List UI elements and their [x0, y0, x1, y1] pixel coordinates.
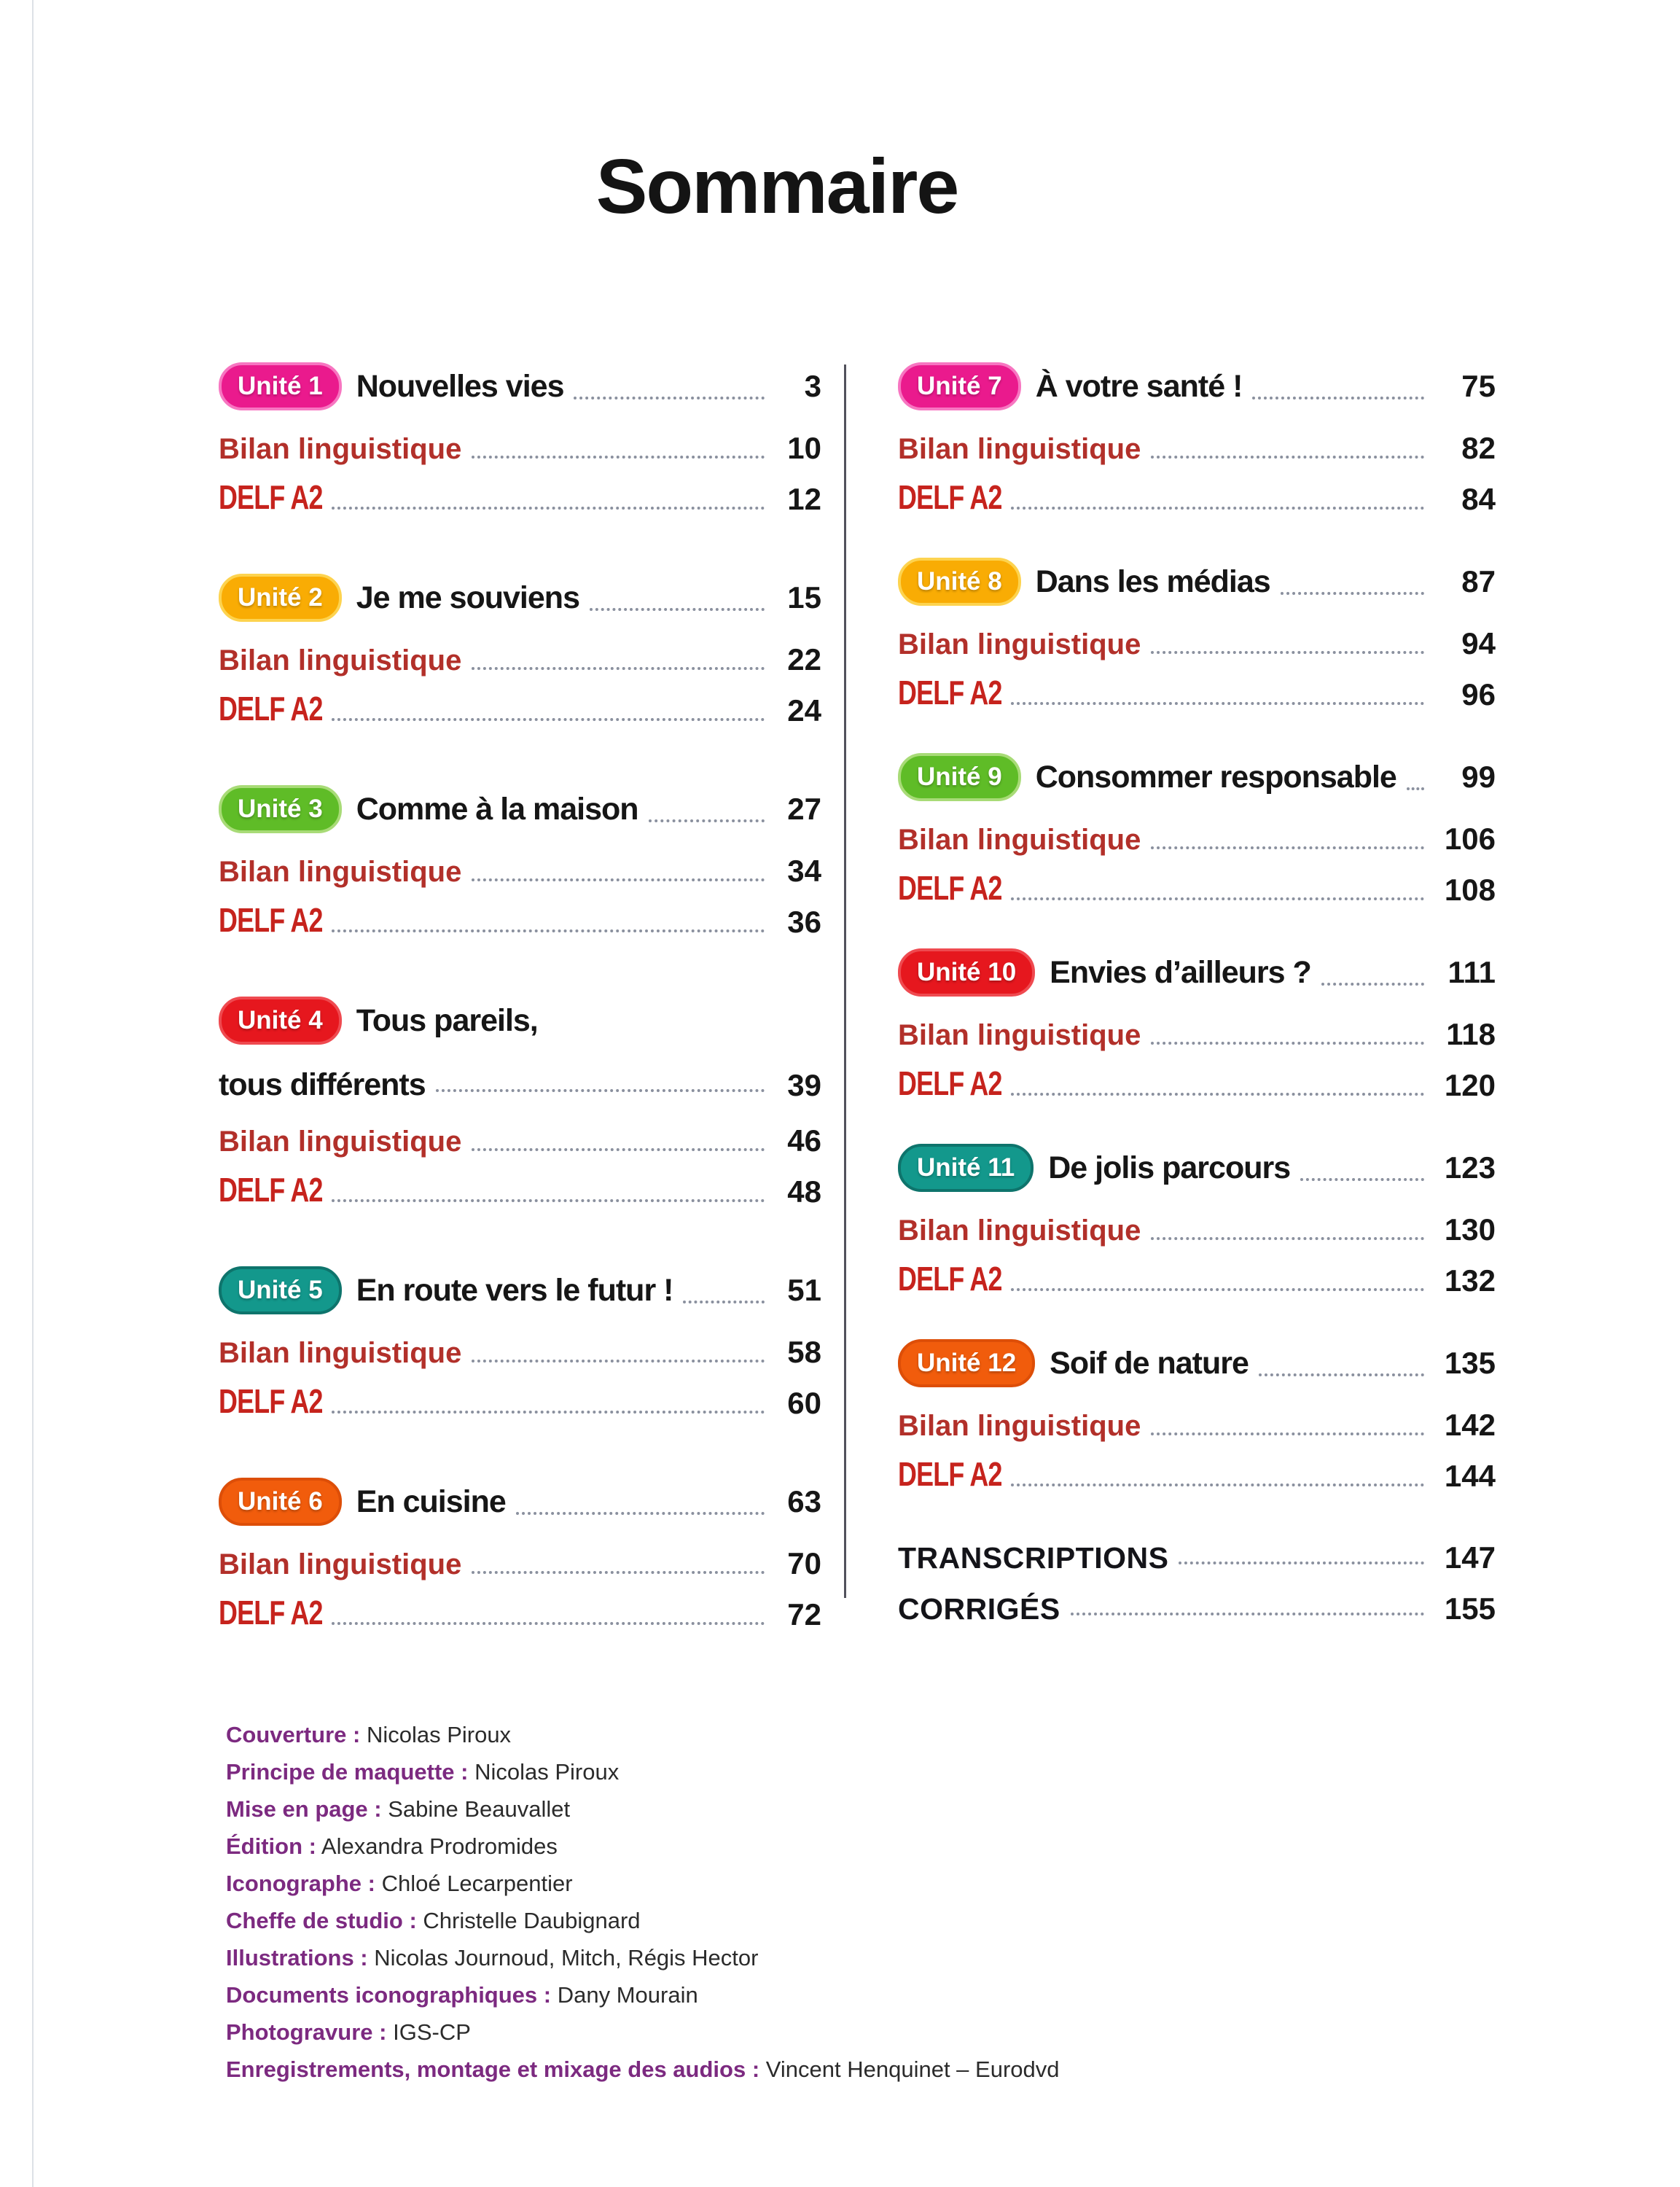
- credit-value: Nicolas Piroux: [474, 1759, 620, 1785]
- delf-label: DELF A2: [219, 690, 323, 728]
- dotted-leader: [1011, 702, 1424, 705]
- dotted-leader: [332, 718, 765, 721]
- dotted-leader: [332, 1411, 765, 1414]
- delf-page-number: 96: [1461, 677, 1496, 712]
- dotted-leader: [1252, 397, 1424, 399]
- bilan-label: Bilan linguistique: [219, 856, 462, 888]
- bilan-label: Bilan linguistique: [898, 1410, 1141, 1442]
- credit-value: Nicolas Piroux: [366, 1722, 512, 1747]
- unit-title: En cuisine: [356, 1484, 506, 1519]
- credit-value: IGS-CP: [393, 2019, 471, 2045]
- bilan-page-number: 94: [1461, 626, 1496, 660]
- bilan-page-number: 130: [1444, 1212, 1496, 1247]
- toc-entry-transcriptions: [898, 1535, 1496, 1575]
- bilan-label: Bilan linguistique: [898, 433, 1141, 465]
- credit-label: Cheffe de studio :: [226, 1908, 417, 1933]
- dotted-leader: [1071, 1613, 1424, 1615]
- unit-badge: Unité 2: [219, 574, 342, 622]
- dotted-leader: [683, 1301, 765, 1303]
- page-number: 123: [1444, 1150, 1496, 1185]
- credits-line: [226, 1722, 1319, 1745]
- credits-line: [226, 2057, 1319, 2080]
- toc-entry-unit-5: [219, 1266, 821, 1421]
- unit-title: Soif de nature: [1050, 1345, 1249, 1381]
- page-number: 3: [804, 369, 821, 403]
- credit-value: Sabine Beauvallet: [388, 1796, 571, 1822]
- dotted-leader: [1151, 1432, 1424, 1435]
- transcriptions-label: TRANSCRIPTIONS: [898, 1541, 1169, 1575]
- dotted-leader: [332, 507, 765, 510]
- dotted-leader: [472, 1148, 765, 1151]
- delf-label: DELF A2: [898, 1455, 1002, 1493]
- credit-label: Mise en page :: [226, 1796, 382, 1822]
- credits-line: [226, 1982, 1319, 2008]
- dotted-leader: [1151, 1042, 1424, 1045]
- page-number: 99: [1461, 760, 1496, 794]
- toc-entry-corriges: [898, 1586, 1496, 1626]
- dotted-leader: [1179, 1562, 1424, 1564]
- dotted-leader: [1321, 983, 1424, 986]
- unit-title: De jolis parcours: [1048, 1150, 1291, 1185]
- credits-line: [226, 1908, 1319, 1931]
- bilan-label: Bilan linguistique: [219, 1126, 462, 1158]
- delf-page-number: 36: [787, 905, 821, 939]
- page-title: Sommaire: [595, 144, 958, 230]
- credit-label: Iconographe :: [226, 1871, 375, 1896]
- unit-title: En route vers le futur !: [356, 1272, 673, 1308]
- delf-page-number: 132: [1444, 1263, 1496, 1298]
- dotted-leader: [649, 819, 765, 822]
- toc-entry-unit-6: [219, 1478, 821, 1632]
- bilan-page-number: 10: [787, 431, 821, 465]
- dotted-leader: [516, 1512, 765, 1515]
- delf-label: DELF A2: [898, 1064, 1002, 1102]
- page-number: 15: [787, 580, 821, 615]
- delf-page-number: 12: [787, 482, 821, 516]
- unit-badge: Unité 12: [898, 1339, 1035, 1387]
- delf-page-number: 108: [1444, 873, 1496, 907]
- delf-label: DELF A2: [898, 674, 1002, 712]
- toc-entry-unit-9: [898, 753, 1496, 908]
- dotted-leader: [1281, 592, 1424, 595]
- unit-badge: Unité 10: [898, 948, 1035, 997]
- dotted-leader: [1151, 1237, 1424, 1240]
- toc-left-column: [219, 362, 821, 1689]
- dotted-leader: [472, 1360, 765, 1363]
- toc-extras: [898, 1535, 1496, 1626]
- unit-badge: Unité 4: [219, 997, 342, 1045]
- dotted-leader: [332, 929, 765, 932]
- unit-title: Comme à la maison: [356, 791, 638, 827]
- dotted-leader: [472, 1571, 765, 1574]
- dotted-leader: [1151, 651, 1424, 654]
- delf-label: DELF A2: [219, 1171, 323, 1209]
- toc-entry-unit-1: [219, 362, 821, 517]
- page-number: 111: [1447, 955, 1496, 989]
- dotted-leader: [1151, 846, 1424, 849]
- dotted-leader: [1259, 1373, 1424, 1376]
- bilan-label: Bilan linguistique: [219, 1548, 462, 1580]
- credit-label: Documents iconographiques :: [226, 1982, 552, 2008]
- bilan-label: Bilan linguistique: [898, 1019, 1141, 1051]
- unit-badge: Unité 11: [898, 1144, 1034, 1192]
- toc-entry-unit-10: [898, 948, 1496, 1103]
- bilan-page-number: 118: [1446, 1017, 1496, 1051]
- bilan-label: Bilan linguistique: [898, 628, 1141, 660]
- unit-badge: Unité 3: [219, 785, 342, 833]
- bilan-page-number: 142: [1444, 1408, 1496, 1442]
- bilan-page-number: 46: [787, 1123, 821, 1158]
- credit-label: Couverture :: [226, 1722, 361, 1747]
- dotted-leader: [1011, 1484, 1424, 1486]
- unit-title: Je me souviens: [356, 580, 579, 615]
- unit-badge: Unité 8: [898, 558, 1021, 606]
- page-number: 135: [1444, 1346, 1496, 1380]
- toc-entry-unit-4: [219, 997, 821, 1209]
- bilan-label: Bilan linguistique: [219, 644, 462, 677]
- delf-label: DELF A2: [898, 1260, 1002, 1298]
- unit-badge: Unité 5: [219, 1266, 342, 1314]
- unit-title: Dans les médias: [1035, 564, 1270, 599]
- unit-title: À votre santé !: [1035, 368, 1243, 404]
- credits-line: [226, 1796, 1319, 1820]
- delf-page-number: 24: [787, 693, 821, 728]
- dotted-leader: [472, 878, 765, 881]
- page-number: 155: [1444, 1591, 1496, 1626]
- dotted-leader: [1011, 897, 1424, 900]
- credit-value: Vincent Henquinet – Eurodvd: [765, 2057, 1060, 2082]
- delf-page-number: 120: [1444, 1068, 1496, 1102]
- column-divider: [844, 364, 846, 1598]
- toc-entry-unit-11: [898, 1144, 1496, 1298]
- page-number: 63: [787, 1484, 821, 1519]
- credit-label: Illustrations :: [226, 1945, 368, 1970]
- credits-block: [226, 1722, 1319, 2094]
- delf-page-number: 84: [1461, 482, 1496, 516]
- unit-badge: Unité 1: [219, 362, 342, 410]
- bilan-page-number: 22: [787, 642, 821, 677]
- bilan-label: Bilan linguistique: [898, 824, 1141, 856]
- credit-value: Nicolas Journoud, Mitch, Régis Hector: [374, 1945, 759, 1970]
- page-number: 51: [787, 1273, 821, 1307]
- bilan-page-number: 70: [787, 1546, 821, 1580]
- toc-entry-unit-7: [898, 362, 1496, 517]
- delf-label: DELF A2: [219, 478, 323, 516]
- bilan-label: Bilan linguistique: [898, 1215, 1141, 1247]
- toc-right-column: [898, 362, 1496, 1637]
- delf-label: DELF A2: [219, 1594, 323, 1632]
- credit-label: Photogravure :: [226, 2019, 387, 2045]
- dotted-leader: [472, 456, 765, 459]
- credits-line: [226, 1759, 1319, 1785]
- delf-label: DELF A2: [219, 901, 323, 939]
- bilan-label: Bilan linguistique: [219, 1337, 462, 1369]
- unit-title: Envies d’ailleurs ?: [1050, 954, 1311, 990]
- bilan-page-number: 58: [787, 1335, 821, 1369]
- page-number: 75: [1461, 369, 1496, 403]
- credits-line: [226, 1871, 1319, 1894]
- dotted-leader: [1011, 1288, 1424, 1291]
- bilan-page-number: 34: [787, 854, 821, 888]
- toc-entry-unit-3: [219, 785, 821, 940]
- delf-page-number: 72: [787, 1597, 821, 1632]
- unit-badge: Unité 9: [898, 753, 1021, 801]
- credits-line: [226, 1945, 1319, 1968]
- delf-label: DELF A2: [898, 869, 1002, 907]
- unit-title: Consommer responsable: [1035, 759, 1396, 795]
- dotted-leader: [436, 1089, 765, 1092]
- credit-label: Enregistrements, montage et mixage des audios :: [226, 2057, 760, 2082]
- bilan-label: Bilan linguistique: [219, 433, 462, 465]
- credit-value: Alexandra Prodromides: [321, 1833, 558, 1859]
- toc-entry-unit-2: [219, 574, 821, 728]
- bilan-page-number: 106: [1444, 822, 1496, 856]
- dotted-leader: [1011, 507, 1424, 510]
- dotted-leader: [1151, 456, 1424, 459]
- unit-badge: Unité 6: [219, 1478, 342, 1526]
- page-edge-line: [32, 0, 34, 2187]
- dotted-leader: [1407, 787, 1424, 790]
- dotted-leader: [332, 1199, 765, 1202]
- unit-badge: Unité 7: [898, 362, 1021, 410]
- page-number: 87: [1461, 564, 1496, 599]
- credit-label: Principe de maquette :: [226, 1759, 469, 1785]
- unit-title: Nouvelles vies: [356, 368, 564, 404]
- unit-title: Tous pareils,: [356, 1002, 538, 1038]
- delf-label: DELF A2: [898, 478, 1002, 516]
- delf-page-number: 144: [1444, 1459, 1496, 1493]
- corriges-label: CORRIGÉS: [898, 1592, 1060, 1626]
- credit-label: Édition :: [226, 1833, 316, 1859]
- page-number: 147: [1444, 1540, 1496, 1575]
- dotted-leader: [1300, 1178, 1424, 1181]
- page-number: 39: [787, 1068, 821, 1102]
- toc-entry-unit-12: [898, 1339, 1496, 1494]
- dotted-leader: [472, 667, 765, 670]
- toc-entry-unit-8: [898, 558, 1496, 712]
- credit-value: Christelle Daubignard: [423, 1908, 641, 1933]
- credit-value: Dany Mourain: [557, 1982, 698, 2008]
- page-number: 27: [787, 792, 821, 826]
- dotted-leader: [332, 1622, 765, 1625]
- credits-line: [226, 1833, 1319, 1857]
- bilan-page-number: 82: [1461, 431, 1496, 465]
- unit-title-line2: tous différents: [219, 1067, 426, 1102]
- delf-label: DELF A2: [219, 1382, 323, 1420]
- delf-page-number: 60: [787, 1386, 821, 1420]
- delf-page-number: 48: [787, 1174, 821, 1209]
- credits-line: [226, 2019, 1319, 2043]
- dotted-leader: [1011, 1093, 1424, 1096]
- dotted-leader: [590, 608, 765, 611]
- credit-value: Chloé Lecarpentier: [381, 1871, 573, 1896]
- dotted-leader: [574, 397, 765, 399]
